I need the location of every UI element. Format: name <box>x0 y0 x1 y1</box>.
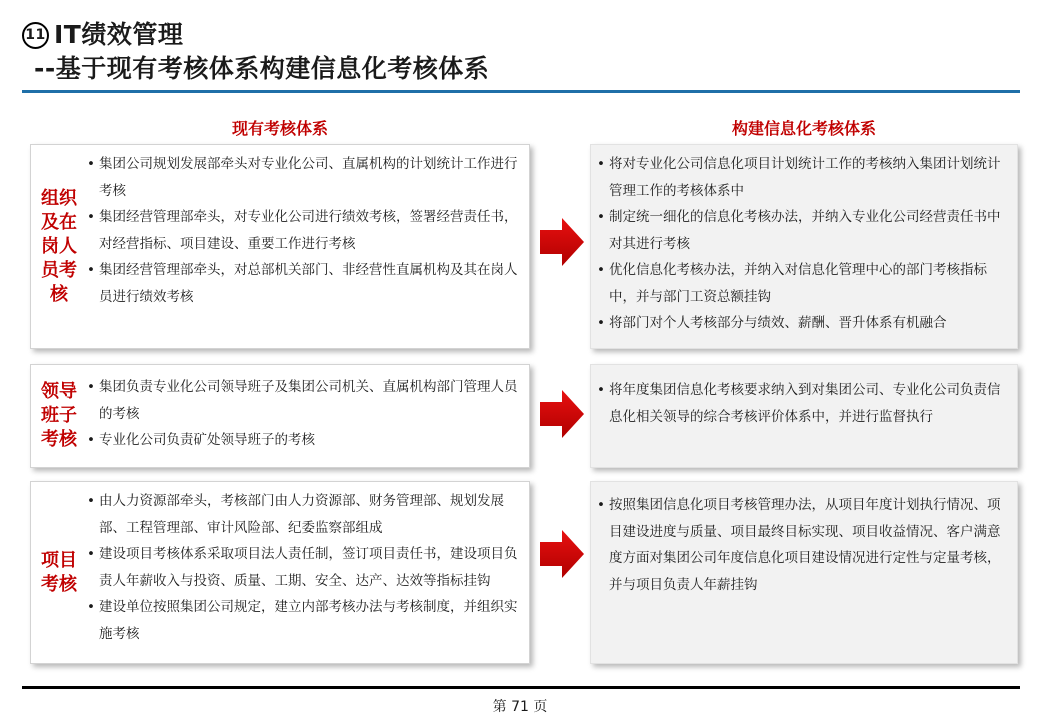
proposed-system-header: 构建信息化考核体系 <box>731 119 876 138</box>
row-2-existing-box <box>30 364 530 468</box>
page-title <box>22 18 489 52</box>
list-item: • 集团公司规划发展部牵头对专业化公司、直属机构的计划统计工作进行考核 <box>87 151 523 204</box>
list-item: • 专业化公司负责矿处领导班子的考核 <box>87 427 523 454</box>
list-item: • 建设单位按照集团公司规定，建立内部考核办法与考核制度，并组织实施考核 <box>87 594 523 647</box>
row-2-existing-list <box>87 374 523 454</box>
list-item: • 将年度集团信息化考核要求纳入到对集团公司、专业化公司负责信息化相关领导的综合考核评价体系中，并进行监督执行 <box>597 377 1013 430</box>
row-3-proposed-box <box>590 481 1018 664</box>
list-item: • 优化信息化考核办法，并纳入对信息化管理中心的部门考核指标中，并与部门工资总额挂钩 <box>597 257 1013 310</box>
page-subtitle: --基于现有考核体系构建信息化考核体系 <box>34 54 490 83</box>
row-3-existing-box <box>30 481 530 664</box>
list-item: • 按照集团信息化项目考核管理办法，从项目年度计划执行情况、项目建设进度与质量、项目最终目标实现、项目收益情况、客户满意度方面对集团公司年度信息化项目建设情况进行定性与定量考核，并与项目负责人年薪挂钩 <box>597 492 1013 598</box>
list-item: • 由人力资源部牵头，考核部门由人力资源部、财务管理部、规划发展部、工程管理部、审计风险部、纪委监察部组成 <box>87 488 523 541</box>
existing-system-header: 现有考核体系 <box>231 119 328 138</box>
page-number: 第 71 页 <box>492 699 548 715</box>
row-1-proposed-list <box>597 151 1013 337</box>
list-item: • 集团经营管理部牵头，对总部机关部门、非经营性直属机构及其在岗人员进行绩效考核 <box>87 257 523 310</box>
row-2-proposed-list <box>597 377 1013 430</box>
row-2-label <box>31 365 87 467</box>
footer-divider <box>22 686 1020 689</box>
right-arrow-icon <box>540 390 584 438</box>
list-item: • 集团负责专业化公司领导班子及集团公司机关、直属机构部门管理人员的考核 <box>87 374 523 427</box>
title-divider <box>22 90 1020 93</box>
list-item: • 制定统一细化的信息化考核办法，并纳入专业化公司经营责任书中对其进行考核 <box>597 204 1013 257</box>
row-1-existing-box <box>30 144 530 349</box>
row-1-proposed-box <box>590 144 1018 349</box>
row-3-proposed-list <box>597 492 1013 598</box>
page-title-text: IT绩效管理 <box>54 20 184 49</box>
list-item: • 集团经营管理部牵头，对专业化公司进行绩效考核，签署经营责任书，对经营指标、项目建设、重要工作进行考核 <box>87 204 523 257</box>
row-1-label <box>31 145 87 348</box>
row-1-existing-list <box>87 151 523 310</box>
list-item: • 建设项目考核体系采取项目法人责任制，签订项目责任书，建设项目负责人年薪收入与投资、质量、工期、安全、达产、达效等指标挂钩 <box>87 541 523 594</box>
right-arrow-icon <box>540 218 584 266</box>
row-2-label-text: 领导班子考核 <box>41 381 77 450</box>
list-item: • 将部门对个人考核部分与绩效、薪酬、晋升体系有机融合 <box>597 310 1013 337</box>
right-arrow-icon <box>540 530 584 578</box>
section-number-badge: 11 <box>22 22 49 49</box>
row-3-existing-list <box>87 488 523 647</box>
list-item: • 将对专业化公司信息化项目计划统计工作的考核纳入集团计划统计管理工作的考核体系中 <box>597 151 1013 204</box>
row-3-label-text: 项目考核 <box>41 549 77 595</box>
row-1-label-text: 组织及在岗人员考核 <box>41 187 77 305</box>
title-block <box>22 18 489 86</box>
row-2-proposed-box <box>590 364 1018 468</box>
row-3-label <box>31 482 87 663</box>
